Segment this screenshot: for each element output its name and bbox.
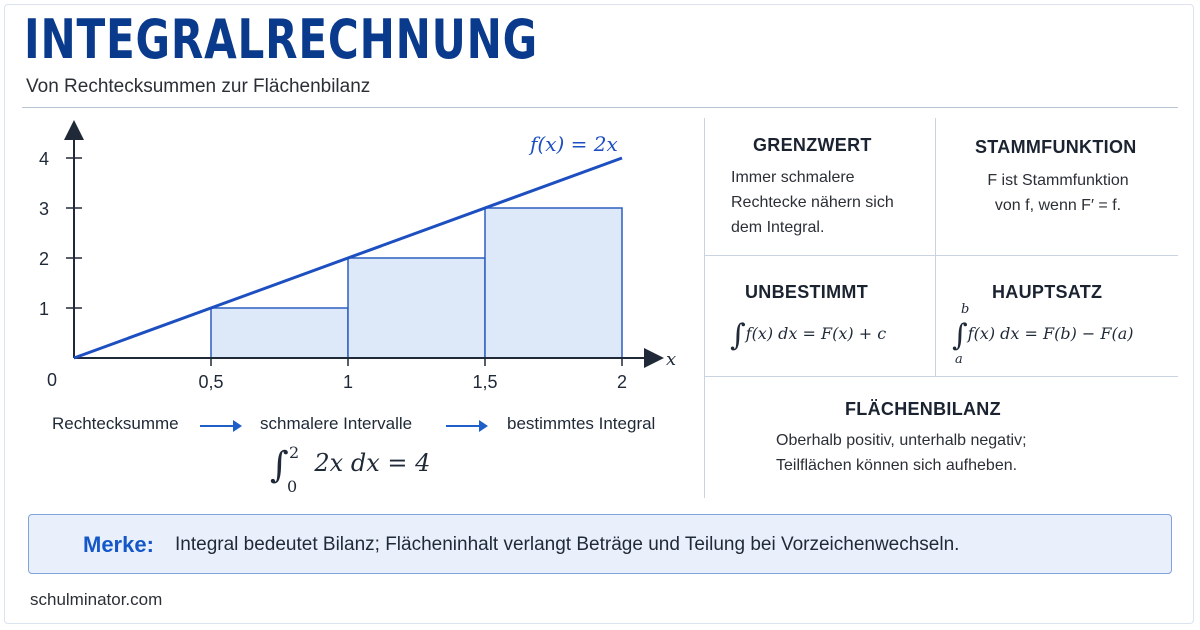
flaechenbilanz-title: FLÄCHENBILANZ <box>845 399 1001 419</box>
merke-callout <box>28 514 1172 574</box>
hauptsatz-formula: ∫f(x) dx = F(b) − F(a) <box>952 318 1134 353</box>
merke-label: Merke: <box>83 532 154 557</box>
page-subtitle: Von Rechtecksummen zur Flächenbilanz <box>26 76 371 97</box>
grid-divider <box>704 118 705 498</box>
merke-text: Integral bedeutet Bilanz; Flächeninhalt verlangt Beträge und Teilung bei Vorzeichenwechseln. <box>175 534 960 555</box>
integral-sign-icon: ∫ <box>270 445 289 486</box>
integral-sign-icon: ∫ <box>952 318 968 353</box>
x-tick-label: 1 <box>342 372 354 392</box>
footer-site-link[interactable]: schulminator.com <box>30 590 163 609</box>
grid-divider <box>935 118 936 376</box>
flow-arrow-icon <box>446 425 486 427</box>
riemann-sum-chart <box>0 112 700 402</box>
flow-step: schmalere Intervalle <box>260 414 413 433</box>
x-tick-label: 1,5 <box>472 372 498 392</box>
x-tick-label: 0,5 <box>198 372 224 392</box>
hauptsatz-title: HAUPTSATZ <box>992 282 1103 302</box>
riemann-rectangle <box>485 208 622 358</box>
integral-body: 2x dx = 4 <box>314 449 431 477</box>
integral-upper-limit: 2 <box>289 443 300 462</box>
flow-step: bestimmtes Integral <box>507 414 656 433</box>
x-tick-label: 2 <box>616 372 628 392</box>
origin-label: 0 <box>47 370 58 390</box>
integral-sign-icon: ∫ <box>730 318 746 353</box>
grid-divider <box>704 376 1178 377</box>
definite-integral-formula <box>270 443 431 496</box>
grenzwert-text: Immer schmalere Rechtecke nähern sich dem Integral. <box>731 169 894 236</box>
hauptsatz-upper-limit: b <box>961 302 970 317</box>
process-flow <box>50 414 700 438</box>
header-divider <box>22 107 1178 108</box>
function-label: f(x) = 2x <box>530 132 618 156</box>
flow-arrow-icon <box>200 425 240 427</box>
y-tick-label: 2 <box>38 249 50 269</box>
hauptsatz-lower-limit: a <box>955 352 963 367</box>
integral-lower-limit: 0 <box>287 477 298 496</box>
stammfunktion-text: F ist Stammfunktion von f, wenn F′ = f. <box>987 172 1129 214</box>
unbestimmt-formula: ∫f(x) dx = F(x) + c <box>730 318 887 353</box>
y-tick-label: 1 <box>38 299 50 319</box>
y-tick-label: 4 <box>38 149 50 169</box>
grid-divider <box>704 255 1178 256</box>
page-title: INTEGRALRECHNUNG <box>24 8 538 71</box>
riemann-rectangle <box>211 308 348 358</box>
riemann-rectangle <box>348 258 485 358</box>
stammfunktion-title: STAMMFUNKTION <box>975 137 1137 157</box>
flaechenbilanz-text: Oberhalb positiv, unterhalb negativ; Teilflächen können sich aufheben. <box>776 432 1027 474</box>
x-axis-label: x <box>666 349 677 370</box>
flow-step: Rechtecksumme <box>52 414 179 433</box>
unbestimmt-title: UNBESTIMMT <box>745 282 868 302</box>
grenzwert-title: GRENZWERT <box>753 135 872 155</box>
y-tick-label: 3 <box>38 199 50 219</box>
